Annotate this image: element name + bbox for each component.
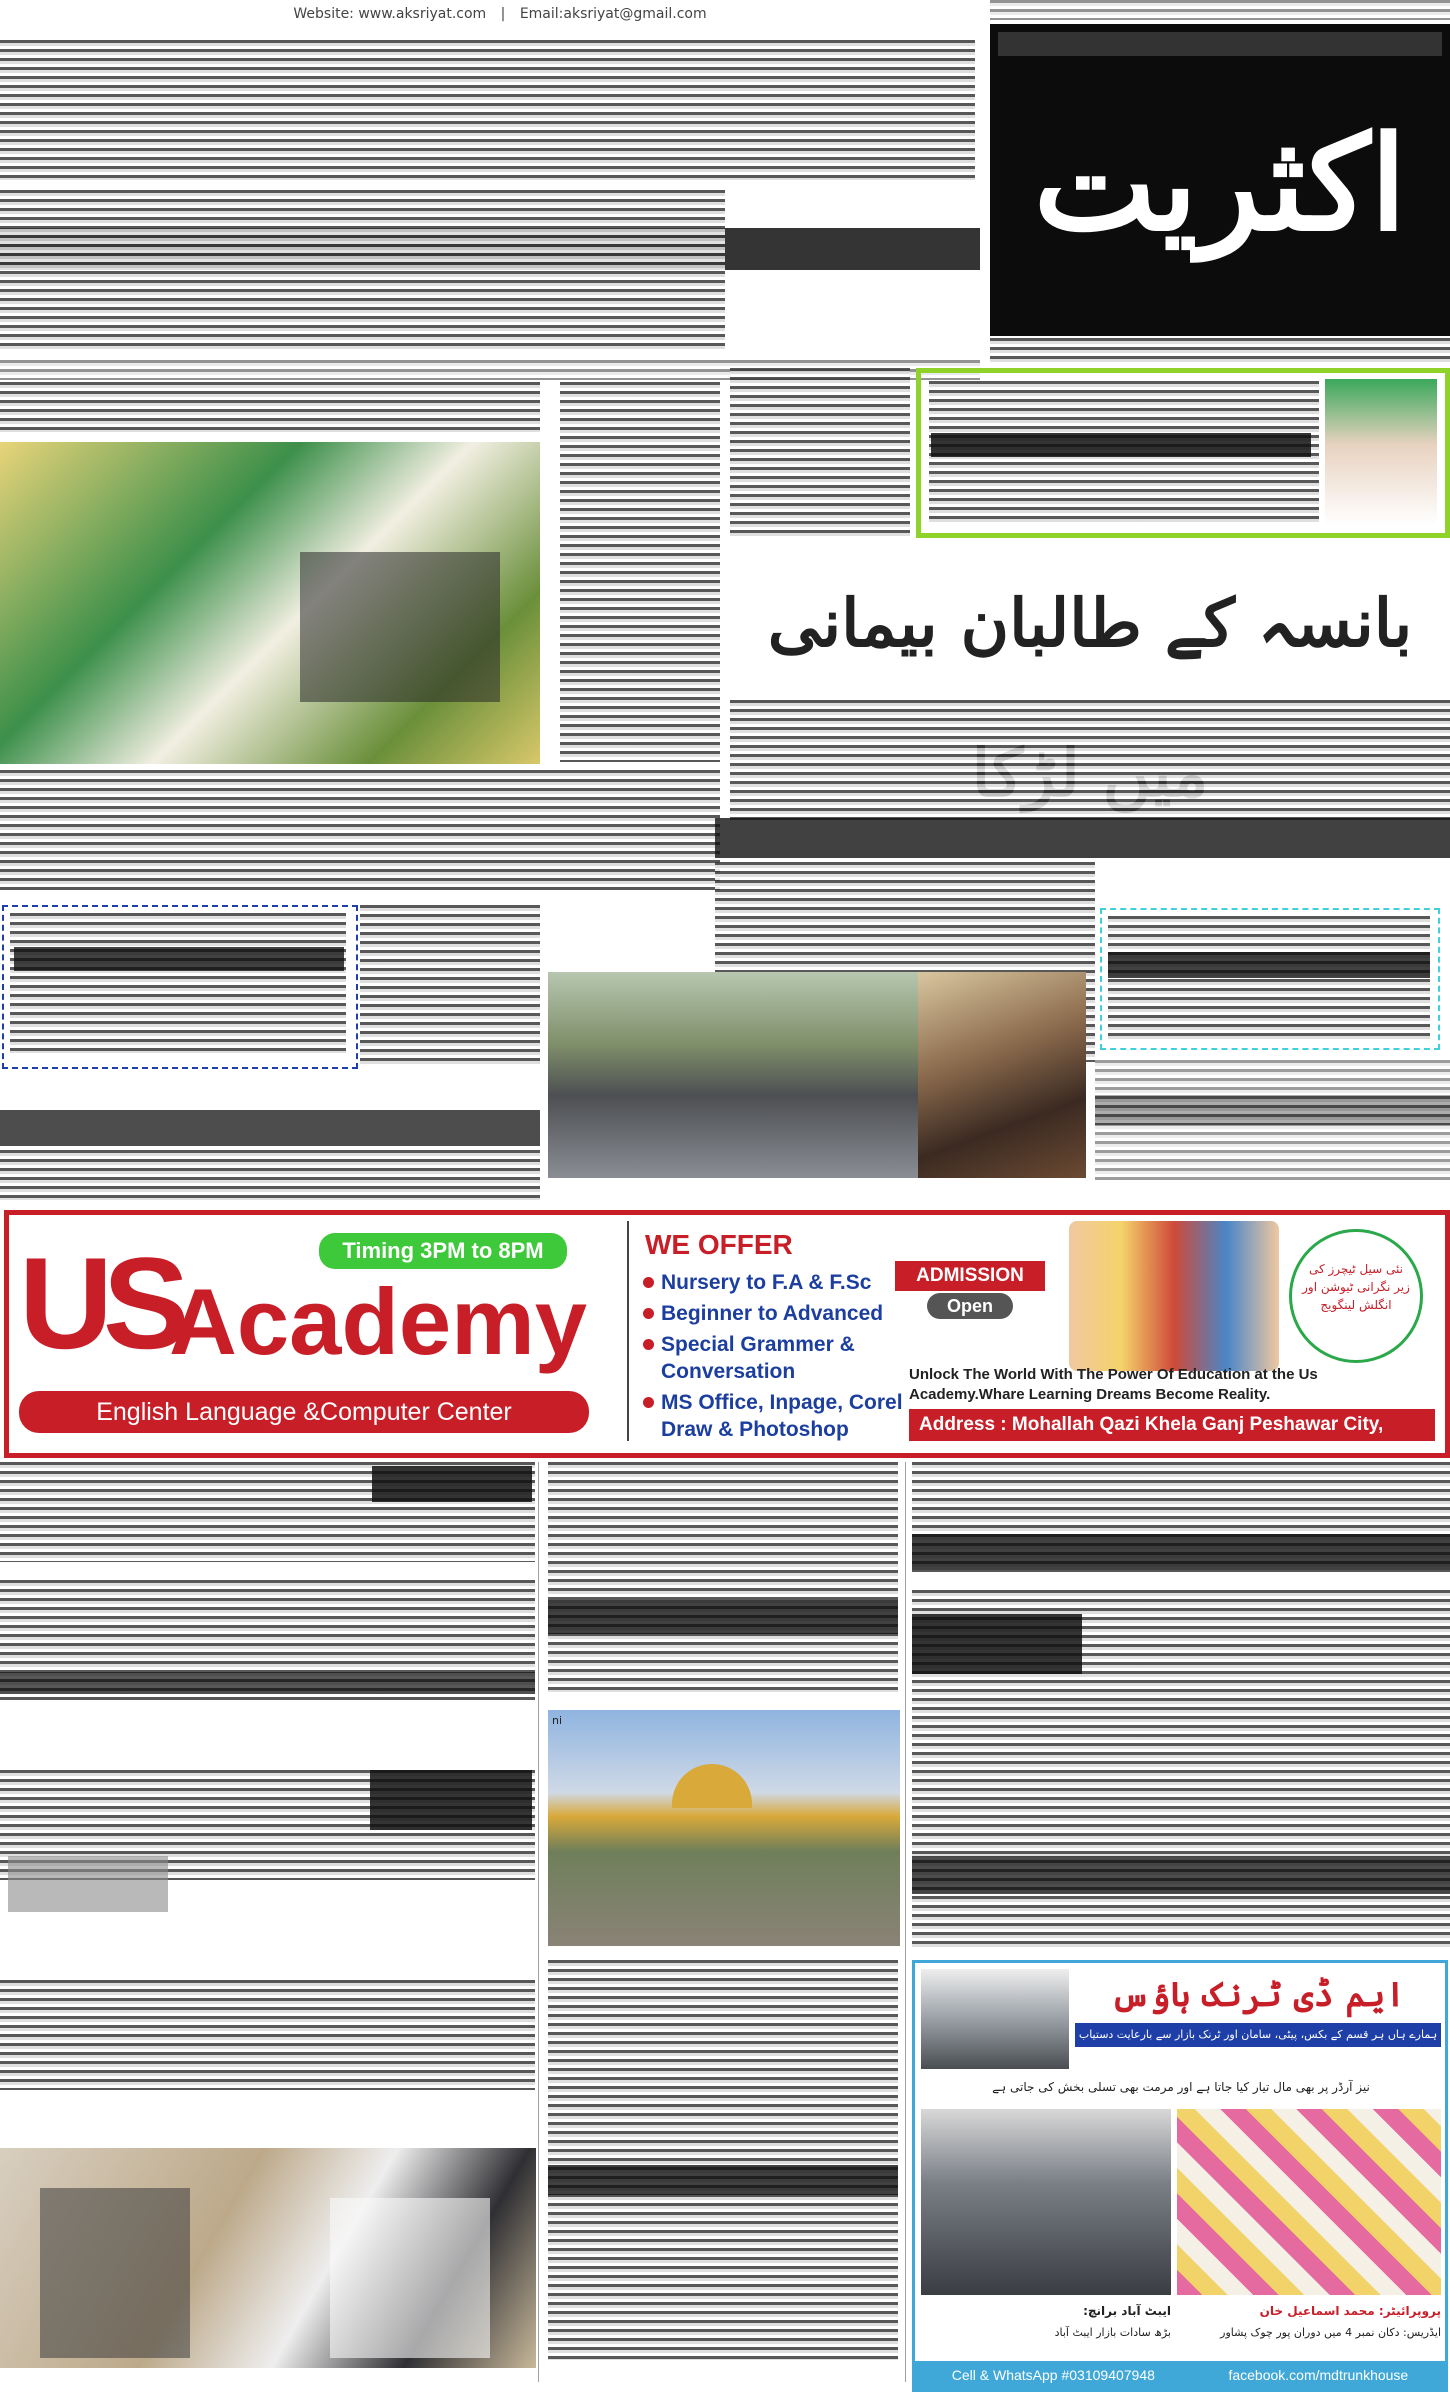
photo-headline — [0, 382, 540, 432]
email-text: Email:aksriyat@gmail.com — [519, 6, 707, 22]
lower-right-headline-3 — [912, 1856, 1450, 1894]
contact-line — [290, 6, 710, 24]
boxed-news-cyan-text — [1108, 916, 1430, 1040]
lower-mid-headline — [548, 1600, 898, 1634]
offer-item — [641, 1269, 921, 1296]
offer-item — [641, 1300, 921, 1327]
trunk-address: ایڈریس: دکان نمبر 4 میں دوران پور چوک پشاور — [1220, 2326, 1441, 2339]
timing-badge: Timing 3PM to 8PM — [319, 1233, 567, 1269]
trunk-branch-address: بڑھ سادات بازار ایبٹ آباد — [1054, 2326, 1171, 2339]
promo-text: Unlock The World With The Power Of Education at the Us Academy.Whare Learning Dreams Become Reality. — [909, 1366, 1318, 1403]
trunk-photo-1 — [921, 1969, 1069, 2069]
offer-item-label: MS Office, Inpage, Corel Draw & Photoshop — [661, 1391, 903, 1441]
column-rule — [538, 1462, 539, 2382]
mid-column-top — [730, 368, 910, 538]
offer-title: WE OFFER — [645, 1229, 793, 1260]
website-text: Website: www.aksriyat.com — [293, 6, 487, 22]
admission-status: Open — [927, 1293, 1013, 1319]
columnist-title — [931, 433, 1311, 457]
us-academy-ad — [4, 1210, 1450, 1458]
masthead-title: اکثریت — [1033, 107, 1407, 260]
boxed-news-cyan-title — [1108, 952, 1430, 978]
shop-photo — [921, 2109, 1171, 2295]
dome-shape — [672, 1764, 752, 1808]
shrine-photo — [0, 442, 540, 764]
bullet-icon — [643, 1308, 654, 1319]
boxed-news-cyan — [1100, 908, 1440, 1050]
left-bottom-headline — [0, 1110, 540, 1146]
ad-divider — [627, 1221, 629, 1441]
left-lower-column — [360, 905, 540, 1065]
lower-mid-story-2 — [548, 1960, 898, 2360]
lower-left-headline — [372, 1466, 532, 1502]
photo-people — [300, 552, 500, 702]
lower-right-headline-2 — [912, 1614, 1082, 1674]
offer-item — [641, 1389, 921, 1443]
trunk-line-1: ہمارے ہاں ہر قسم کے بکس، پیٹی، سامان اور ٹرنک بازار سے بارعایت دستیاب ہے — [1075, 2023, 1441, 2047]
lead-subheadline — [715, 818, 1450, 858]
lower-left-headline-2 — [0, 1672, 535, 1694]
logo-academy: Academy — [169, 1269, 587, 1374]
caption-text — [0, 770, 720, 890]
boxed-news-blue-text — [10, 913, 346, 1053]
left-bottom-text — [0, 1150, 540, 1200]
trunk-proprietor: پروپرائیٹر: محمد اسماعیل خان — [1259, 2304, 1441, 2318]
photo-label: ni — [552, 1714, 563, 1727]
bullet-icon — [643, 1277, 654, 1288]
bullet-icon — [643, 1339, 654, 1350]
trunk-branch-label: ایبٹ آباد برانچ: — [1083, 2304, 1171, 2318]
right-small-text — [1095, 1060, 1450, 1180]
trunk-contact-bar — [915, 2361, 1445, 2389]
logo-us: US — [19, 1230, 180, 1376]
trunks-pattern-photo — [1177, 2109, 1441, 2295]
left-side-column — [560, 382, 720, 762]
trunk-line-2: نیز آرڈر پر بھی مال تیار کیا جاتا ہے اور مرمت بھی تسلی بخش کی جاتی ہے — [992, 2080, 1370, 2094]
trunk-facebook: facebook.com/mdtrunkhouse — [1228, 2367, 1409, 2383]
address-bar: Address : Mohallah Qazi Khela Ganj Peshawar City, — [909, 1409, 1435, 1441]
offer-list — [641, 1269, 921, 1443]
photo-person-right — [330, 2198, 490, 2358]
lower-left-headline-3 — [370, 1770, 532, 1830]
lower-mid-story — [548, 1462, 898, 1692]
trunk-house-ad — [912, 1960, 1448, 2392]
trunk-contact: Cell & WhatsApp #03109407948 — [951, 2367, 1155, 2383]
offer-item — [641, 1331, 921, 1385]
academy-tagline: English Language &Computer Center — [19, 1391, 589, 1433]
students-photo — [1069, 1221, 1279, 1371]
lower-left-story-4 — [0, 1980, 535, 2090]
masthead-strip — [998, 32, 1442, 56]
lower-left-ad-small — [8, 1856, 168, 1912]
lower-mid-headline-2 — [548, 2165, 898, 2195]
offer-item-label: Beginner to Advanced — [661, 1302, 884, 1325]
column-rule — [905, 1462, 906, 2382]
masthead — [990, 24, 1450, 336]
speaker-photo — [918, 972, 1086, 1178]
offer-item-label: Nursery to F.A & F.Sc — [661, 1271, 872, 1294]
lead-subtext — [730, 700, 1450, 820]
bullet-icon — [643, 1397, 654, 1408]
top-story-text — [0, 190, 725, 350]
offer-item-label: Special Grammer & Conversation — [661, 1333, 855, 1383]
meeting-photo — [0, 2148, 536, 2368]
columnist-box — [916, 368, 1450, 538]
boxed-news-blue — [2, 905, 358, 1069]
separator: | — [500, 6, 506, 22]
boxed-news-blue-title — [14, 947, 344, 971]
top-headline-block — [0, 40, 975, 180]
dome-photo — [548, 1710, 900, 1946]
urdu-badge: نئی سیل ٹیچرز کی زیر نگرانی ٹیوشن اور انگلش لینگویج — [1289, 1229, 1423, 1363]
date-line — [990, 338, 1450, 362]
garden-event-photo — [548, 972, 918, 1178]
lead-headline: بانسہ کے طالبان بیمانی — [767, 584, 1413, 662]
masthead-topline — [990, 0, 1450, 20]
trunk-title: ایم ڈی ٹرنک ہاؤس — [1110, 1975, 1406, 2015]
photo-person-left — [40, 2188, 190, 2358]
columnist-photo — [1325, 379, 1437, 525]
admission-banner: ADMISSION — [895, 1261, 1045, 1291]
lower-right-headline — [912, 1534, 1450, 1570]
